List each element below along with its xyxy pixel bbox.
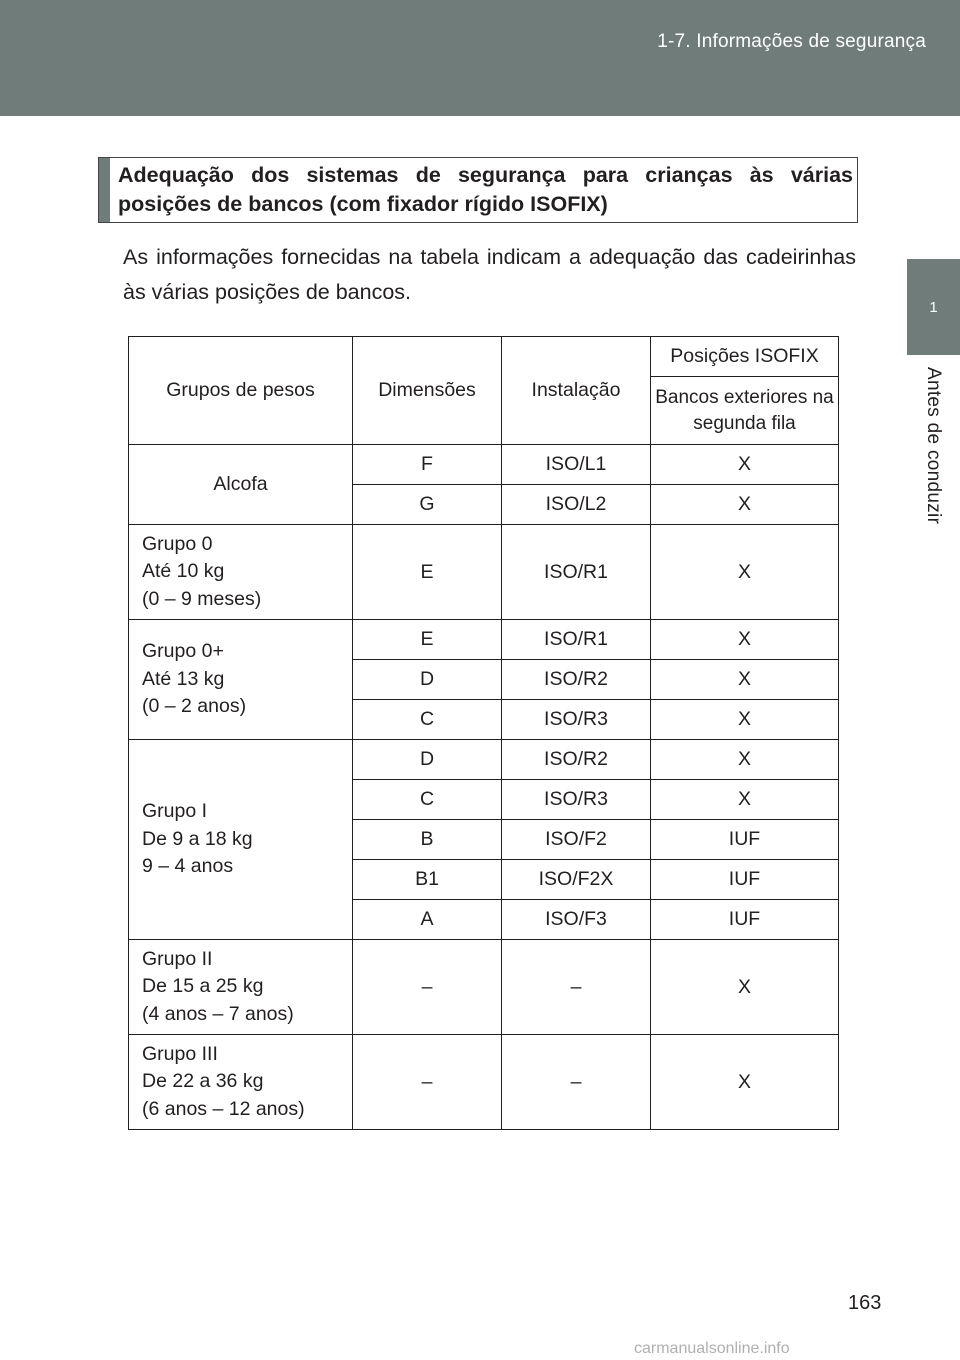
table-body [129, 445, 839, 1130]
weight-group-line: Até 10 kg [142, 560, 225, 583]
dimension-cell: B1 [353, 860, 502, 900]
weight-group-line: (0 – 9 meses) [142, 587, 262, 610]
chapter-label: Antes de conduzir [923, 367, 944, 525]
rear-seat-suitability-cell: IUF [651, 820, 839, 860]
table-row [129, 525, 839, 620]
installation-cell: ISO/F2 [502, 820, 651, 860]
table-row [129, 940, 839, 1035]
weight-group-line: De 9 a 18 kg [142, 827, 253, 850]
intro-paragraph: As informações fornecidas na tabela indicam a adequação das cadeirinhas às várias posições de bancos. [123, 245, 856, 304]
heading-accent-bar [99, 158, 110, 222]
weight-group-line: Grupo 0 [142, 532, 213, 555]
weight-group-line: Grupo 0+ [142, 640, 224, 663]
table-row [129, 445, 839, 485]
rear-seat-suitability-cell: X [651, 485, 839, 525]
rear-seat-suitability-cell: X [651, 1035, 839, 1130]
section-heading-box [98, 157, 858, 223]
header-dimensions: Dimensões [353, 337, 502, 445]
header-weight-groups: Grupos de pesos [129, 337, 353, 445]
header-installation: Instalação [502, 337, 651, 445]
rear-seat-suitability-cell: X [651, 780, 839, 820]
installation-cell: ISO/R1 [502, 620, 651, 660]
dimension-cell: C [353, 780, 502, 820]
weight-group-line: Grupo III [142, 1042, 218, 1065]
weight-group-line: Até 13 kg [142, 667, 225, 690]
header-outer-rear-seats: Bancos exteriores na segunda fila [651, 377, 839, 445]
weight-group-line: Grupo I [142, 800, 208, 823]
chapter-tab [907, 259, 960, 355]
rear-seat-suitability-cell: X [651, 620, 839, 660]
rear-seat-suitability-cell: X [651, 445, 839, 485]
weight-group-cell [129, 445, 353, 525]
dimension-cell: A [353, 900, 502, 940]
installation-cell: ISO/F2X [502, 860, 651, 900]
rear-seat-suitability-cell: X [651, 660, 839, 700]
rear-seat-suitability-cell: X [651, 740, 839, 780]
weight-group-line: Grupo II [142, 947, 213, 970]
table-row [129, 1035, 839, 1130]
installation-cell: ISO/R1 [502, 525, 651, 620]
installation-cell: ISO/R2 [502, 740, 651, 780]
dimension-cell: B [353, 820, 502, 860]
weight-group-line: (0 – 2 anos) [142, 695, 247, 718]
rear-seat-suitability-cell: IUF [651, 860, 839, 900]
installation-cell: ISO/L2 [502, 485, 651, 525]
dimension-cell: F [353, 445, 502, 485]
table-row [129, 740, 839, 780]
page-number: 163 [848, 1292, 882, 1314]
dimension-cell: D [353, 660, 502, 700]
weight-group-line: De 22 a 36 kg [142, 1070, 264, 1093]
section-breadcrumb: 1-7. Informações de segurança [657, 31, 926, 52]
rear-seat-suitability-cell: IUF [651, 900, 839, 940]
rear-seat-suitability-cell: X [651, 700, 839, 740]
weight-group-line: De 15 a 25 kg [142, 975, 264, 998]
dimension-cell: E [353, 525, 502, 620]
header-band [0, 0, 960, 116]
rear-seat-suitability-cell: X [651, 940, 839, 1035]
weight-group-line: (6 anos – 12 anos) [142, 1097, 305, 1120]
installation-cell: ISO/R2 [502, 660, 651, 700]
weight-group-cell [129, 620, 353, 740]
dimension-cell: C [353, 700, 502, 740]
weight-group-cell [129, 525, 353, 620]
header-isofix-positions: Posições ISOFIX [651, 337, 839, 377]
installation-cell: ISO/F3 [502, 900, 651, 940]
installation-cell: ISO/L1 [502, 445, 651, 485]
isofix-suitability-table [128, 336, 839, 1130]
rear-seat-suitability-cell: X [651, 525, 839, 620]
dimension-cell: D [353, 740, 502, 780]
installation-cell: ISO/R3 [502, 780, 651, 820]
weight-group-line: (4 anos – 7 anos) [142, 1002, 294, 1025]
installation-cell: – [502, 1035, 651, 1130]
weight-group-line: 9 – 4 anos [142, 855, 234, 878]
weight-group-cell [129, 940, 353, 1035]
section-title: Adequação dos sistemas de segurança para crianças às várias posições de bancos (com fixador rígido ISOFIX) [118, 163, 853, 216]
installation-cell: – [502, 940, 651, 1035]
dimension-cell: – [353, 940, 502, 1035]
dimension-cell: – [353, 1035, 502, 1130]
weight-group-cell [129, 1035, 353, 1130]
weight-group-line: Alcofa [213, 472, 268, 495]
dimension-cell: E [353, 620, 502, 660]
watermark: carmanualsonline.info [634, 1340, 790, 1357]
chapter-number: 1 [929, 298, 938, 316]
table-row [129, 620, 839, 660]
dimension-cell: G [353, 485, 502, 525]
weight-group-cell [129, 740, 353, 940]
installation-cell: ISO/R3 [502, 700, 651, 740]
